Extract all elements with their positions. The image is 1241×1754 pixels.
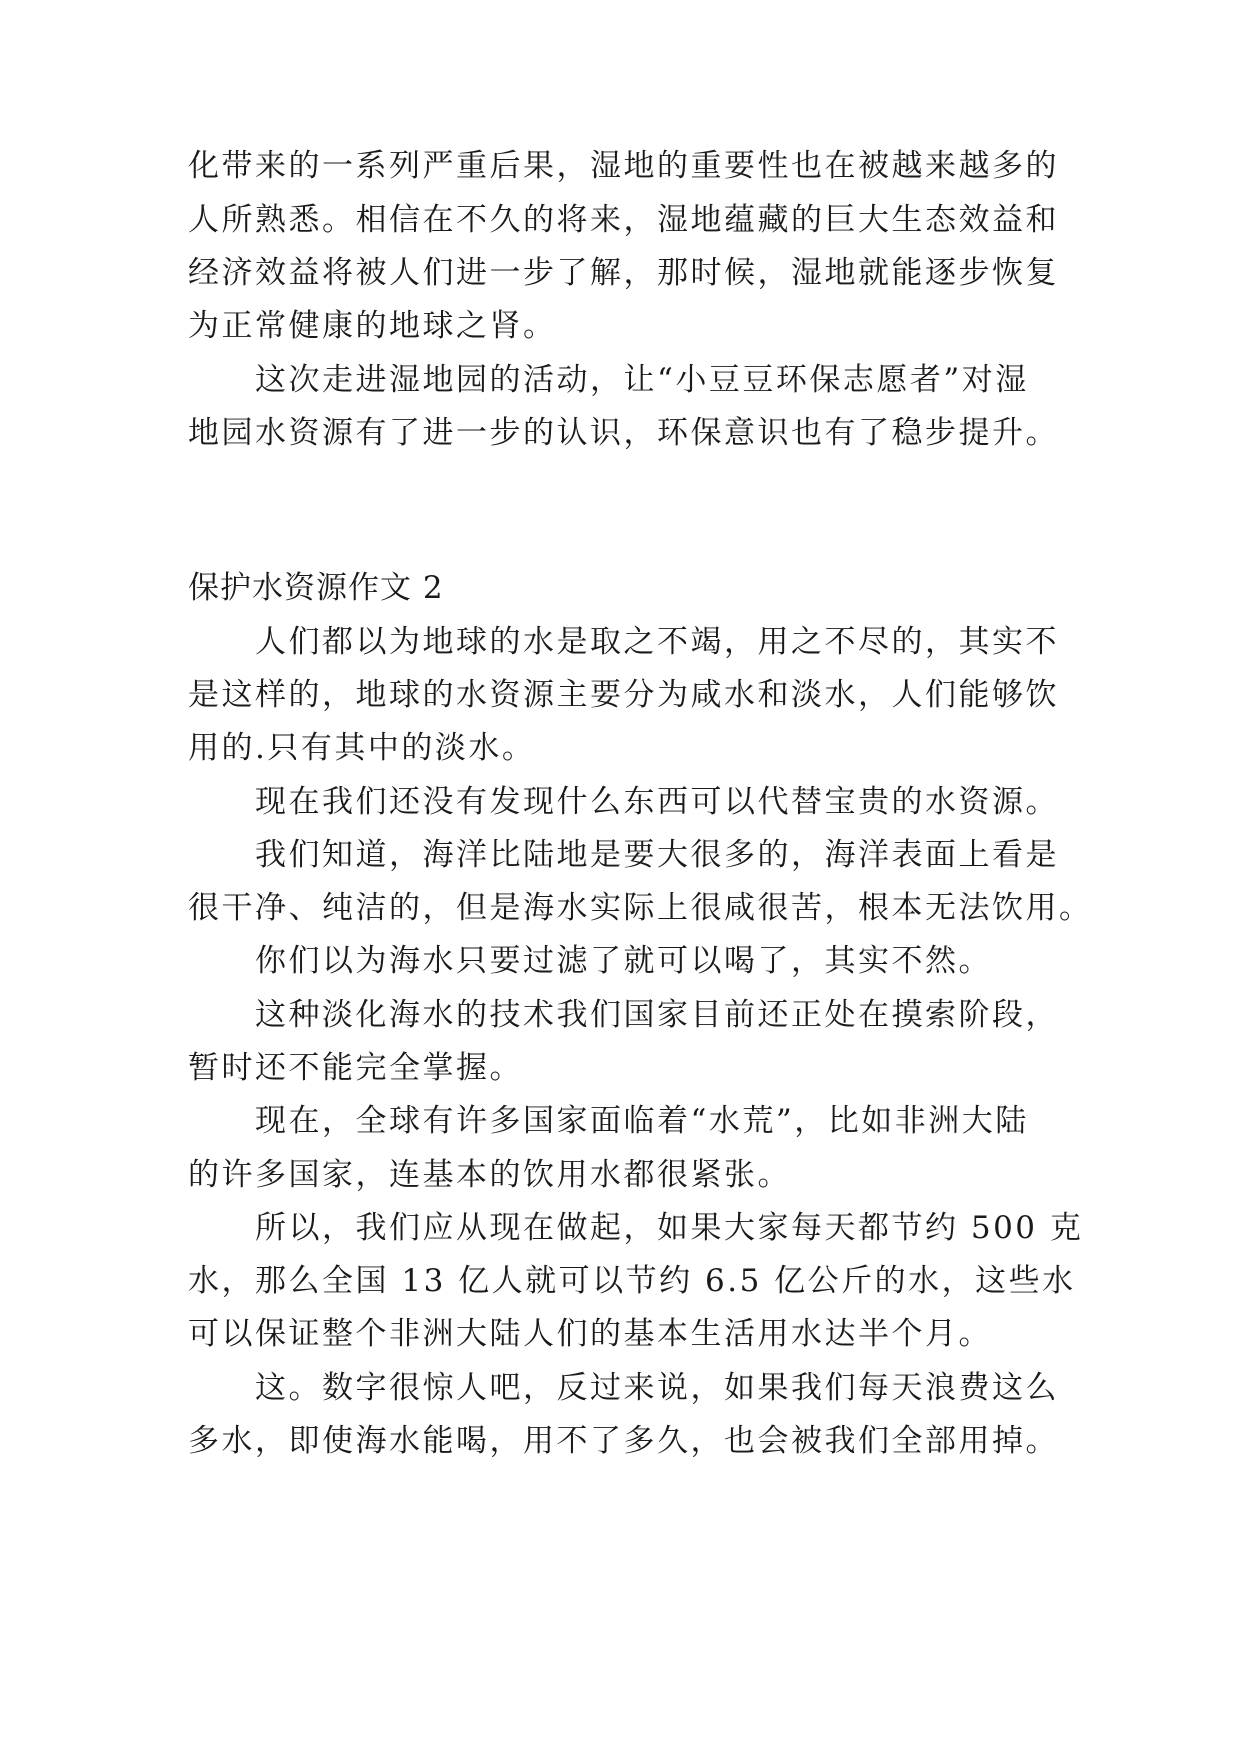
paragraph-line: 人所熟悉。相信在不久的将来，湿地蕴藏的巨大生态效益和 <box>188 202 1059 238</box>
paragraph-line: 我们知道，海洋比陆地是要大很多的，海洋表面上看是 <box>255 837 1059 873</box>
paragraph-line: 现在我们还没有发现什么东西可以代替宝贵的水资源。 <box>255 784 1059 820</box>
paragraph-line: 水，那么全国 13 亿人就可以节约 6.5 亿公斤的水，这些水 <box>188 1263 1076 1299</box>
paragraph-line: 地园水资源有了进一步的认识，环保意识也有了稳步提升。 <box>188 415 1059 451</box>
paragraph-line: 人们都以为地球的水是取之不竭，用之不尽的，其实不 <box>255 624 1059 660</box>
paragraph-line: 这种淡化海水的技术我们国家目前还正处在摸索阶段， <box>255 997 1059 1033</box>
paragraph-line: 暂时还不能完全掌握。 <box>188 1050 523 1086</box>
paragraph-line: 用的.只有其中的淡水。 <box>188 730 536 766</box>
paragraph-line: 现在，全球有许多国家面临着“水荒”，比如非洲大陆 <box>255 1103 1029 1139</box>
paragraph-line: 很干净、纯洁的，但是海水实际上很咸很苦，根本无法饮用。 <box>188 890 1093 926</box>
paragraph-line: 经济效益将被人们进一步了解，那时候，湿地就能逐步恢复 <box>188 255 1059 291</box>
paragraph-line: 这次走进湿地园的活动，让“小豆豆环保志愿者”对湿 <box>255 362 1029 398</box>
section-heading: 保护水资源作文 2 <box>188 570 444 606</box>
paragraph-line: 你们以为海水只要过滤了就可以喝了，其实不然。 <box>255 943 992 979</box>
paragraph-line: 的许多国家，连基本的饮用水都很紧张。 <box>188 1157 791 1193</box>
paragraph-line: 是这样的，地球的水资源主要分为咸水和淡水，人们能够饮 <box>188 677 1059 713</box>
paragraph-line: 多水，即使海水能喝，用不了多久，也会被我们全部用掉。 <box>188 1423 1059 1459</box>
paragraph-line: 这。数字很惊人吧，反过来说，如果我们每天浪费这么 <box>255 1370 1059 1406</box>
paragraph-line: 化带来的一系列严重后果，湿地的重要性也在被越来越多的 <box>188 148 1059 184</box>
paragraph-line: 可以保证整个非洲大陆人们的基本生活用水达半个月。 <box>188 1316 992 1352</box>
paragraph-line: 所以，我们应从现在做起，如果大家每天都节约 500 克 <box>255 1210 1084 1246</box>
paragraph-line: 为正常健康的地球之肾。 <box>188 308 557 344</box>
